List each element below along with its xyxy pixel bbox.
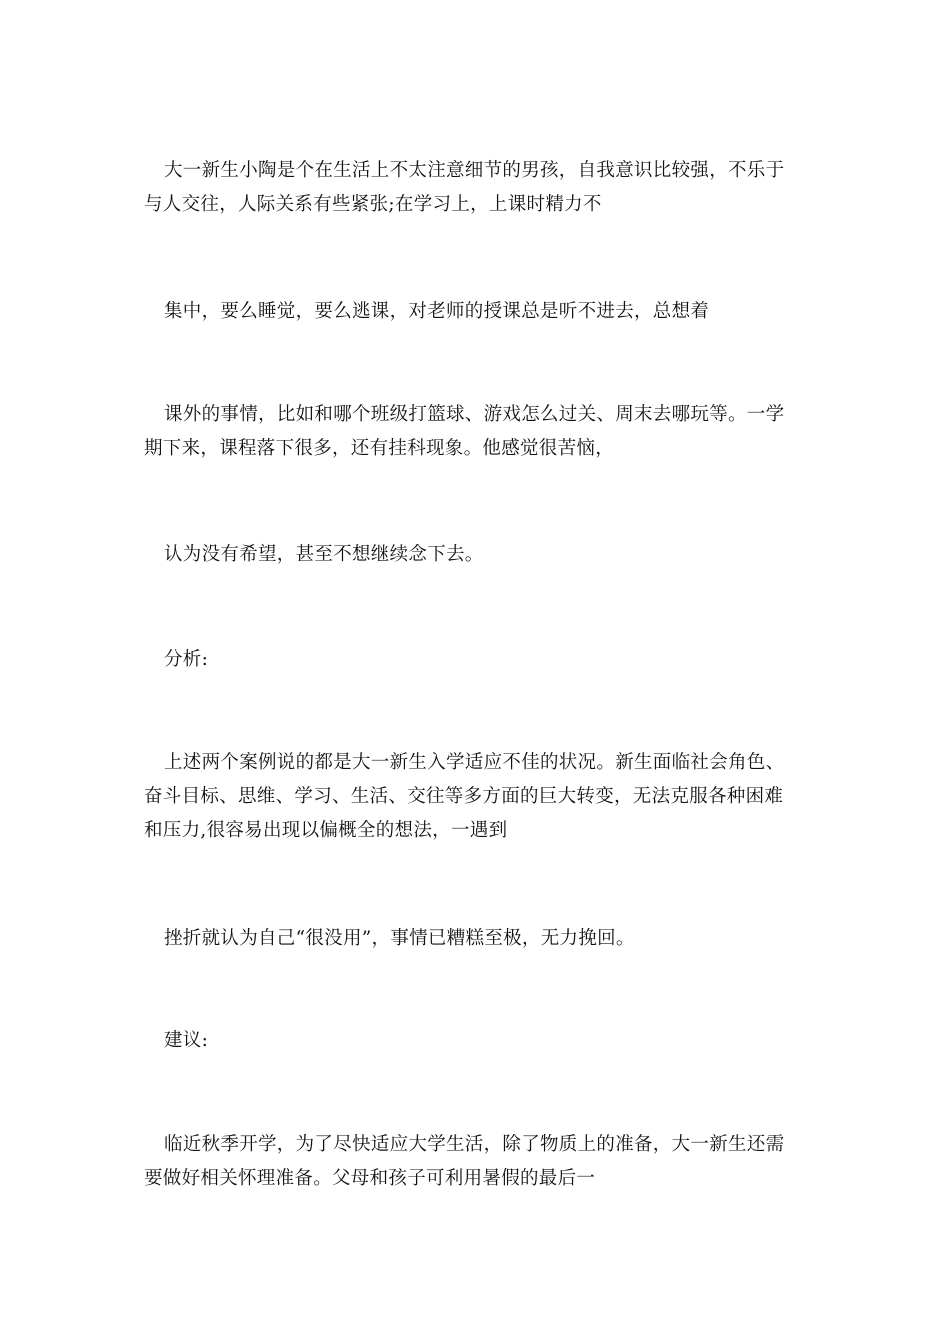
paragraph-line: 分析: [164,649,209,670]
paragraph-line: 和压力,很容易出现以偏概全的想法，一遇到 [144,820,508,841]
paragraph-line: 与人交往，人际关系有些紧张;在学习上，上课时精力不 [144,194,602,215]
paragraph-line: 认为没有希望，甚至不想继续念下去。 [164,544,484,565]
paragraph-2 [144,295,806,329]
paragraph-line: 期下来，课程落下很多，还有挂科现象。他感觉很苦恼， [144,438,615,459]
paragraph-line: 挫折就认为自己“很没用”，事情已糟糕至极，无力挽回。 [164,928,635,949]
paragraph-line: 集中，要么睡觉，要么逃课，对老师的授课总是听不进去，总想着 [164,301,710,322]
paragraph-line: 上述两个案例说的都是大一新生入学适应不佳的状况。新生面临社会角色、 [164,752,785,773]
paragraph-4 [144,538,806,572]
paragraph-line: 课外的事情，比如和哪个班级打篮球、游戏怎么过关、周末去哪玩等。一学 [164,404,785,425]
paragraph-line: 大一新生小陶是个在生活上不太注意细节的男孩，自我意识比较强，不乐于 [164,160,785,181]
paragraph-line: 临近秋季开学，为了尽快适应大学生活，除了物质上的准备，大一新生还需 [164,1134,785,1155]
paragraph-7 [144,1128,806,1196]
paragraph-line: 建议: [164,1030,209,1051]
paragraph-5 [144,746,806,848]
paragraph-line: 要做好相关怀理准备。父母和孩子可利用暑假的最后一 [144,1168,596,1189]
paragraph-line: 奋斗目标、思维、学习、生活、交往等多方面的巨大转变，无法克服各种困难 [144,786,784,807]
paragraph-3 [144,398,806,466]
section-heading-analysis [144,643,806,677]
paragraph-1 [144,154,806,222]
section-heading-suggestion [144,1024,806,1058]
paragraph-6 [144,922,806,956]
